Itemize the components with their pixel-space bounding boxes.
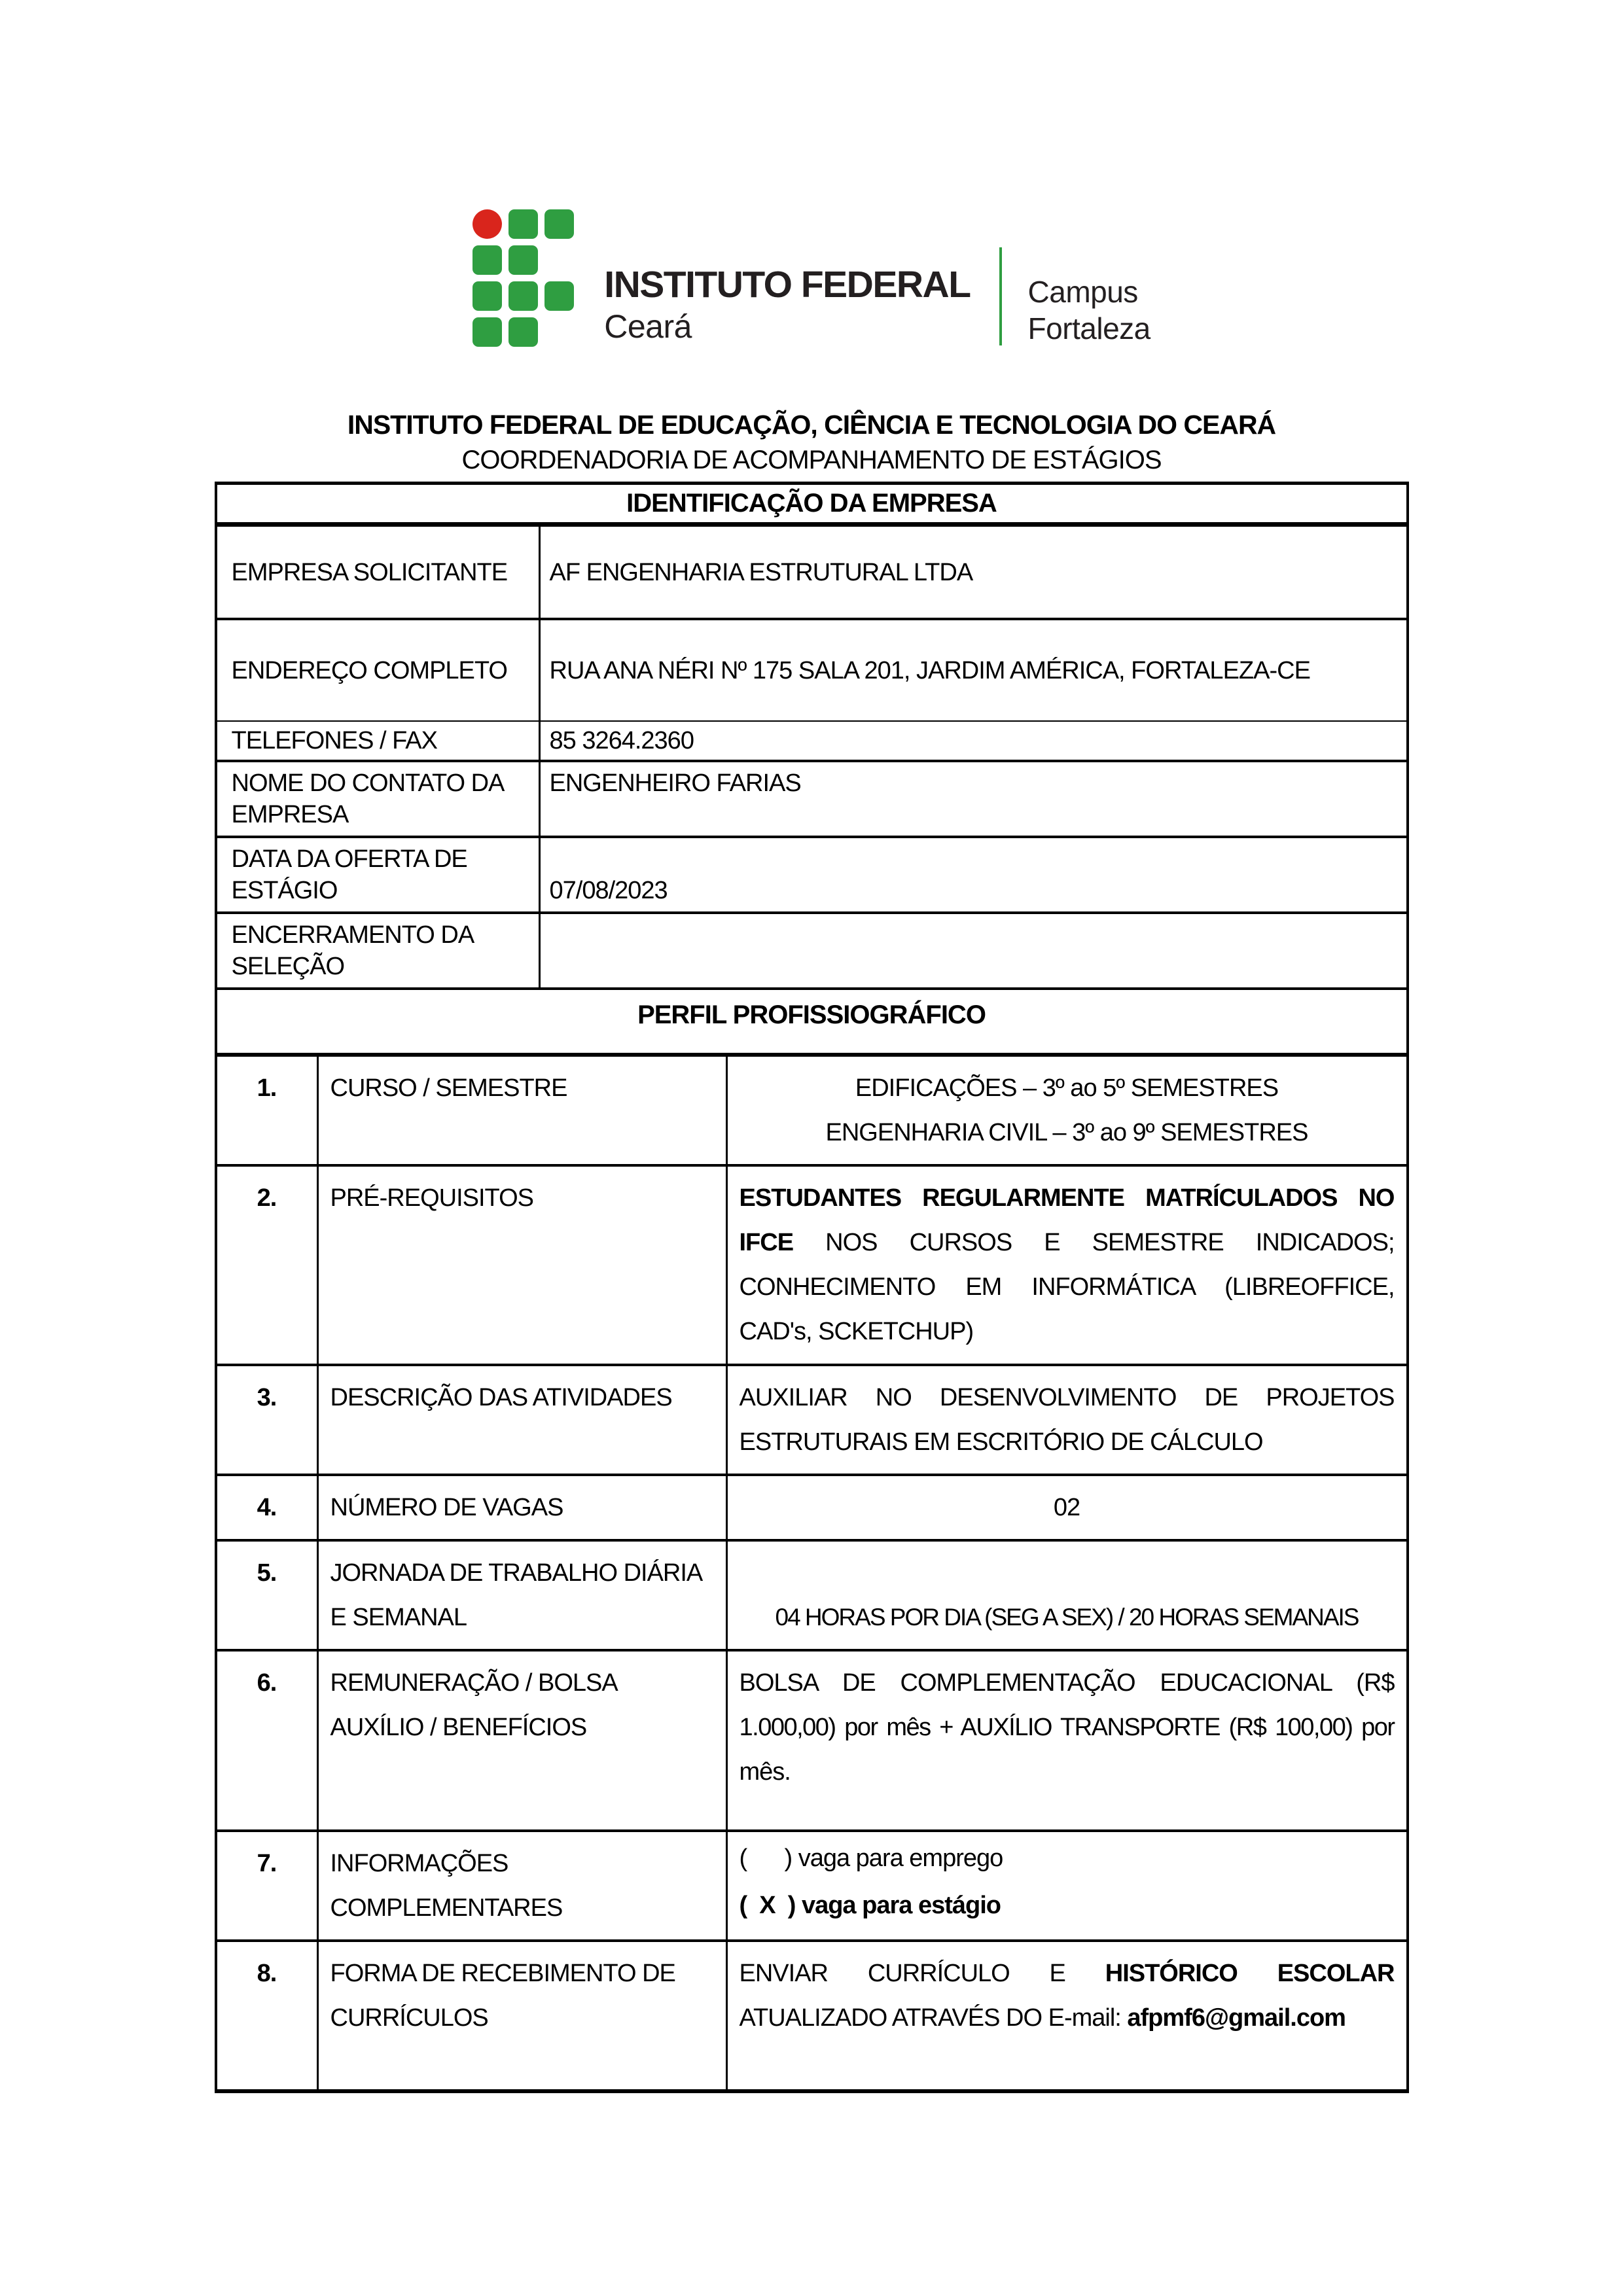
data-oferta-label [217, 838, 541, 911]
section-identificacao-title: IDENTIFICAÇÃO DA EMPRESA [626, 489, 997, 518]
logo-green-square-icon [473, 245, 502, 275]
value-text: AF ENGENHARIA ESTRUTURAL LTDA [549, 558, 973, 586]
table-row-jornada-trabalho [217, 1542, 1406, 1651]
logo-empty-cell [544, 245, 574, 275]
row-number: 8. [217, 1942, 319, 2089]
jornada-trabalho-value [728, 1542, 1406, 1649]
value-line [740, 1220, 1395, 1265]
value-line: CAD's, SCKETCHUP) [739, 1318, 974, 1345]
curso-semestre-value [728, 1057, 1406, 1164]
endereco-completo-value [541, 620, 1406, 720]
label-line: EMPRESA [231, 801, 349, 828]
document-subtitle: COORDENADORIA DE ACOMPANHAMENTO DE ESTÁGIOS [461, 446, 1162, 474]
label-line: E SEMANAL [330, 1604, 467, 1631]
table-row-endereco-completo [217, 620, 1406, 722]
logo-empty-cell [544, 317, 574, 347]
row-number: 7. [217, 1832, 319, 1939]
value-line: 1.000,00) por mês + AUXÍLIO TRANSPORTE (R$ 100,00) por [739, 1714, 1395, 1741]
label-line: DESCRIÇÃO DAS ATIVIDADES [330, 1384, 672, 1411]
row-number: 2. [217, 1167, 319, 1364]
checkbox-option-emprego: ( ) vaga para emprego [739, 1845, 1003, 1872]
row-number: 1. [217, 1057, 319, 1164]
logo-green-square-icon [544, 281, 574, 311]
numero-vagas-value [728, 1476, 1406, 1539]
descricao-atividades-label [319, 1366, 728, 1474]
table-row-telefones-fax [217, 722, 1406, 762]
forma-recebimento-label [319, 1942, 728, 2089]
value-line [740, 1176, 1395, 1220]
value-line [740, 1996, 1395, 2040]
logo-red-dot-icon [473, 209, 502, 239]
table-row-curso-semestre [217, 1057, 1406, 1167]
label-line: TELEFONES / FAX [231, 727, 437, 754]
campus-line2: Fortaleza [1027, 311, 1150, 345]
table-row-forma-recebimento [217, 1942, 1406, 2089]
label-line: JORNADA DE TRABALHO DIÁRIA [330, 1559, 703, 1587]
logo-wordmark [604, 263, 970, 347]
section-perfil-header [217, 990, 1406, 1057]
row-number: 3. [217, 1366, 319, 1474]
logo-green-square-icon [508, 209, 538, 239]
table-row-pre-requisitos [217, 1167, 1406, 1366]
value-text: 02 [1053, 1494, 1080, 1521]
ifce-logo [473, 209, 1150, 347]
row-number: 5. [217, 1542, 319, 1649]
value-bold-text: HISTÓRICO ESCOLAR [1105, 1960, 1395, 1987]
email-text: afpmf6@gmail.com [1127, 2004, 1346, 2032]
value-line: ESTRUTURAIS EM ESCRITÓRIO DE CÁLCULO [739, 1428, 1263, 1456]
table-row-encerramento-selecao [217, 914, 1406, 990]
logo-green-square-icon [508, 245, 538, 275]
curso-semestre-label [319, 1057, 728, 1164]
value-bold-text: ESTUDANTES REGULARMENTE MATRÍCULADOS NO [739, 1184, 1395, 1212]
informacoes-complementares-value [728, 1832, 1406, 1939]
pre-requisitos-label [319, 1167, 728, 1364]
checkbox-option-estagio-checked: ( X ) vaga para estágio [739, 1892, 1001, 1919]
empresa-solicitante-label [217, 527, 541, 618]
logo-green-square-icon [473, 317, 502, 347]
form-table [215, 482, 1409, 2093]
logo-green-square-icon [508, 317, 538, 347]
encerramento-selecao-value [541, 914, 1406, 987]
logo-campus-block [1028, 274, 1150, 347]
campus-line1: Campus [1027, 274, 1138, 309]
label-line: NÚMERO DE VAGAS [330, 1494, 563, 1521]
logo-green-square-icon [544, 209, 574, 239]
label-line: ENDEREÇO COMPLETO [231, 656, 507, 684]
value-text: NOS CURSOS E SEMESTRE INDICADOS; [825, 1229, 1395, 1256]
forma-recebimento-value [728, 1942, 1406, 2089]
remuneracao-bolsa-label [319, 1651, 728, 1829]
value-line: BOLSA DE COMPLEMENTAÇÃO EDUCACIONAL (R$ [739, 1669, 1395, 1697]
logo-state-text: Ceará [604, 308, 692, 345]
label-line: DATA DA OFERTA DE [231, 845, 467, 873]
logo-brand-text: INSTITUTO FEDERAL [604, 264, 971, 306]
label-line: REMUNERAÇÃO / BOLSA [330, 1669, 618, 1697]
value-text: 04 HORAS POR DIA (SEG A SEX) / 20 HORAS SEMANAIS [775, 1604, 1359, 1631]
encerramento-selecao-label [217, 914, 541, 987]
section-identificacao-header [217, 485, 1406, 527]
pre-requisitos-value [728, 1167, 1406, 1364]
descricao-atividades-value [728, 1366, 1406, 1474]
value-line: ENGENHARIA CIVIL – 3º ao 9º SEMESTRES [825, 1119, 1308, 1146]
remuneracao-bolsa-value [728, 1651, 1406, 1829]
value-text: ENVIAR CURRÍCULO E [739, 1960, 1065, 1987]
document-title: INSTITUTO FEDERAL DE EDUCAÇÃO, CIÊNCIA E TECNOLOGIA DO CEARÁ [347, 410, 1276, 440]
jornada-trabalho-label [319, 1542, 728, 1649]
label-line: CURRÍCULOS [330, 2004, 488, 2032]
label-line: INFORMAÇÕES [330, 1850, 508, 1877]
value-bold-text: IFCE [739, 1229, 794, 1256]
row-number: 6. [217, 1651, 319, 1829]
endereco-completo-label [217, 620, 541, 720]
logo-green-square-icon [508, 281, 538, 311]
label-line: FORMA DE RECEBIMENTO DE [330, 1960, 675, 1987]
logo-green-square-icon [473, 281, 502, 311]
row-number: 4. [217, 1476, 319, 1539]
table-row-numero-vagas [217, 1476, 1406, 1542]
value-text: RUA ANA NÉRI Nº 175 SALA 201, JARDIM AMÉRICA, FORTALEZA-CE [549, 656, 1310, 684]
data-oferta-value [541, 838, 1406, 911]
value-text: ATUALIZADO ATRAVÉS DO E-mail: [739, 2004, 1121, 2032]
telefones-fax-value [541, 722, 1406, 760]
label-line: EMPRESA SOLICITANTE [231, 558, 508, 586]
numero-vagas-label [319, 1476, 728, 1539]
nome-contato-label [217, 762, 541, 836]
nome-contato-value [541, 762, 1406, 836]
table-row-informacoes-complementares [217, 1832, 1406, 1942]
label-line: ENCERRAMENTO DA [231, 921, 474, 949]
value-line: mês. [739, 1758, 791, 1786]
label-line: COMPLEMENTARES [330, 1894, 563, 1922]
logo-divider [999, 247, 1002, 345]
telefones-fax-label [217, 722, 541, 760]
label-line: CURSO / SEMESTRE [330, 1074, 567, 1102]
value-line: CONHECIMENTO EM INFORMÁTICA (LIBREOFFICE, [739, 1273, 1395, 1301]
table-row-descricao-atividades [217, 1366, 1406, 1476]
table-row-empresa-solicitante [217, 527, 1406, 620]
value-line [740, 1951, 1395, 1996]
label-line: SELEÇÃO [231, 953, 345, 980]
label-line: PRÉ-REQUISITOS [330, 1184, 533, 1212]
section-perfil-title: PERFIL PROFISSIOGRÁFICO [637, 1000, 986, 1029]
value-text: 07/08/2023 [549, 877, 668, 904]
logo-mark-icon [473, 209, 574, 347]
value-text: ENGENHEIRO FARIAS [549, 769, 801, 797]
label-line: ESTÁGIO [231, 877, 338, 904]
table-row-data-oferta [217, 838, 1406, 914]
table-row-remuneracao-bolsa [217, 1651, 1406, 1832]
value-line: EDIFICAÇÕES – 3º ao 5º SEMESTRES [855, 1074, 1279, 1102]
label-line: AUXÍLIO / BENEFÍCIOS [330, 1714, 587, 1741]
informacoes-complementares-label [319, 1832, 728, 1939]
label-line: NOME DO CONTATO DA [231, 769, 505, 797]
value-line: AUXILIAR NO DESENVOLVIMENTO DE PROJETOS [739, 1384, 1395, 1411]
value-text: 85 3264.2360 [549, 727, 694, 754]
empresa-solicitante-value [541, 527, 1406, 618]
table-row-nome-contato [217, 762, 1406, 838]
